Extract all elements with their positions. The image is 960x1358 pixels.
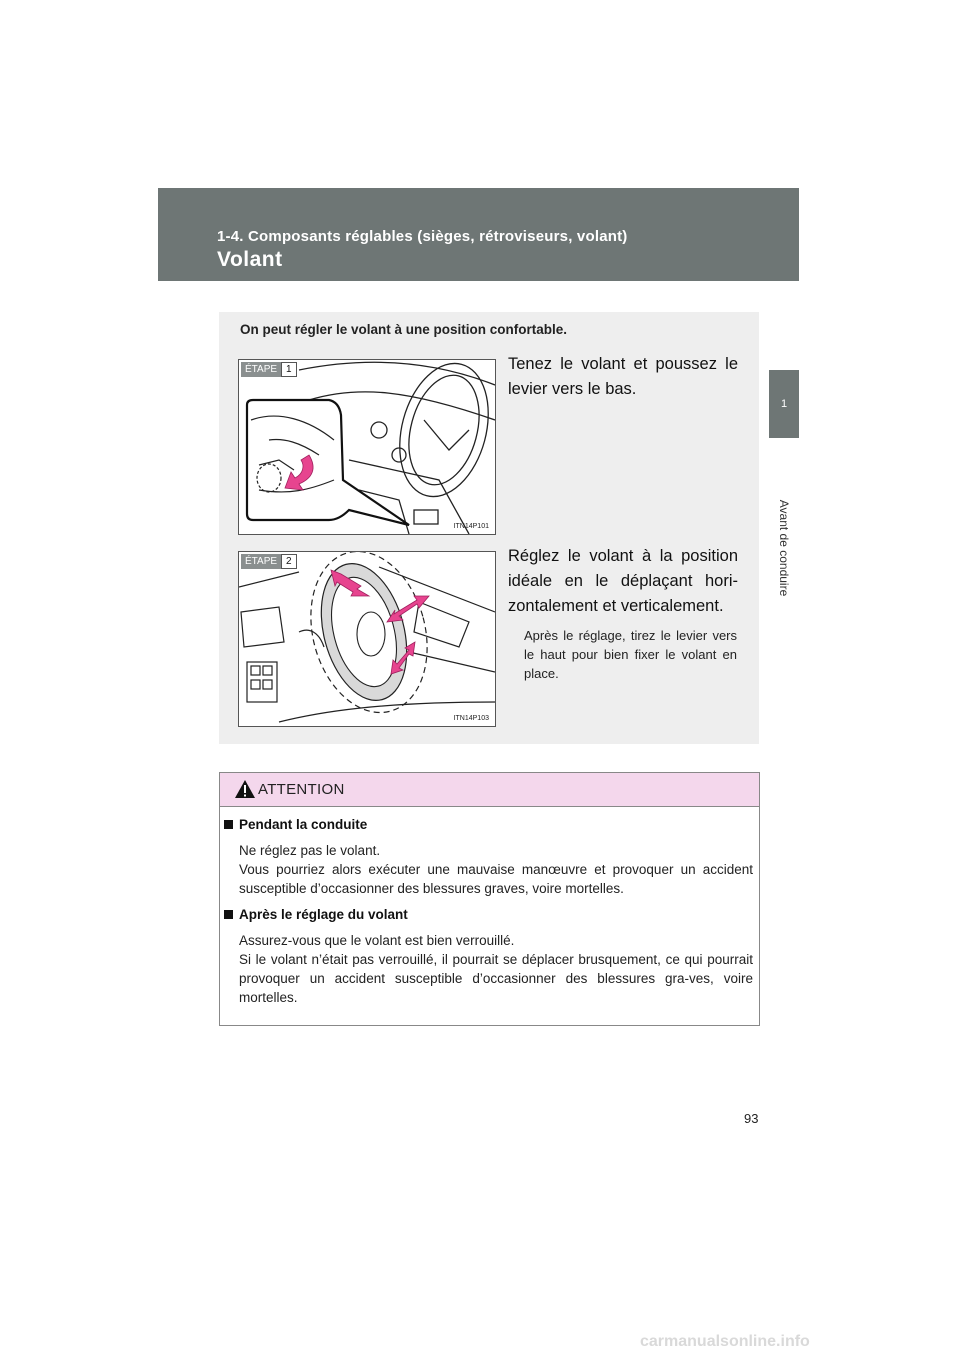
- step1-text: Tenez le volant et poussez le levier vers le bas.: [508, 355, 738, 398]
- step2-note: Après le réglage, tirez le levier vers le haut pour bien fixer le volant en place.: [524, 628, 737, 681]
- step2-text: Réglez le volant à la position idéale en le déplaçant hori-zontalement et verticalement.: [508, 547, 738, 615]
- page-title: Volant: [217, 248, 283, 271]
- section-subtitle: 1-4. Composants réglables (sièges, rétroviseurs, volant): [217, 228, 628, 245]
- chapter-label: [764, 488, 804, 608]
- attention-item-title: Après le réglage du volant: [224, 907, 408, 922]
- step-label: ÉTAPE: [241, 554, 281, 569]
- attention-item-line: Vous pourriez alors exécuter une mauvaise manœuvre et provoquer un accident susceptible d’occasionner des blessures graves, voire mortelles.: [239, 862, 753, 896]
- attention-header: [220, 773, 759, 807]
- square-bullet-icon: [224, 820, 233, 829]
- attention-item-title: Pendant la conduite: [224, 817, 367, 832]
- chapter-tab: 1: [769, 370, 799, 438]
- intro-text: On peut régler le volant à une position confortable.: [240, 322, 568, 337]
- attention-box: [219, 772, 760, 1026]
- attention-item-line: Assurez-vous que le volant est bien verrouillé.: [239, 933, 515, 948]
- attention-label: ATTENTION: [258, 781, 345, 798]
- step-label: ÉTAPE: [241, 362, 281, 377]
- figure-code: ITN14P103: [453, 715, 489, 722]
- chapter-label-text: Avant de conduire: [777, 499, 791, 597]
- square-bullet-icon: [224, 910, 233, 919]
- watermark: carmanualsonline.info: [640, 1333, 810, 1350]
- steering-column-illustration: [239, 360, 495, 534]
- page-number: 93: [744, 1111, 759, 1126]
- step-number: 1: [281, 362, 297, 377]
- attention-item-line: Si le volant n’était pas verrouillé, il pourrait se déplacer brusquement, ce qui pourrait provoquer un accident susceptible d’occasionner des blessures gra-ves, voire mortelles.: [239, 952, 753, 1005]
- step2-figure: [238, 551, 496, 727]
- step1-figure: [238, 359, 496, 535]
- steering-adjust-illustration: [239, 552, 495, 726]
- attention-item-line: Ne réglez pas le volant.: [239, 843, 381, 858]
- section-header: [158, 188, 799, 281]
- warning-icon: [234, 779, 256, 799]
- figure-code: ITN14P101: [453, 523, 489, 530]
- step-number: 2: [281, 554, 297, 569]
